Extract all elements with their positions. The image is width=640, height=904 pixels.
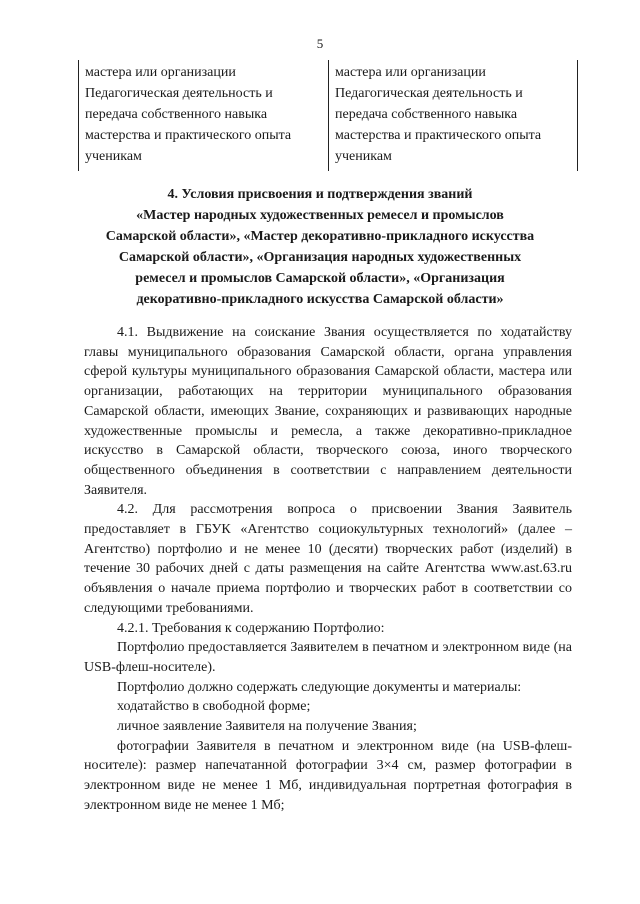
cell-text-line: передача собственного навыка [85, 107, 268, 122]
cell-text-line: мастерства и практического опыта [335, 128, 542, 143]
table-row [79, 60, 578, 171]
heading-line: Самарской области», «Организация народных художественных [118, 250, 522, 265]
list-item: личное заявление Заявителя на получение Звания; [117, 719, 417, 735]
cell-text-line: мастера или организации [335, 65, 486, 80]
heading-line: декоративно-прикладного искусства Самарской области» [136, 292, 504, 307]
section-heading [70, 184, 570, 310]
heading-line: 4. Условия присвоения и подтверждения званий [167, 187, 473, 202]
cell-text-line: ученикам [335, 149, 392, 164]
table-cell-left [79, 60, 329, 171]
cell-text-line: мастера или организации [85, 65, 236, 80]
qualification-table [78, 60, 578, 171]
heading-line: Самарской области», «Мастер декоративно-прикладного искусства [105, 229, 535, 244]
section-body [84, 323, 572, 816]
paragraph-4-1: 4.1. Выдвижение на соискание Звания осуществляется по ходатайству главы муниципального образования Самарской области, органа управления сферой культуры муниципального образования Самарской области, мастера или организации, работающих на территории муниципального образования Самарской области, имеющих Звание, сохраняющих и развивающих народные художественные промыслы и ремесла, а также декоративно-прикладное искусство в Самарской области, творческого союза, иного творческого общественного объединения в соответствии с направлением деятельности Заявителя. [84, 325, 572, 498]
cell-text-line: мастерства и практического опыта [85, 128, 292, 143]
cell-text-line: передача собственного навыка [335, 107, 518, 122]
heading-line: «Мастер народных художественных ремесел и промыслов [136, 208, 504, 223]
paragraph: Портфолио должно содержать следующие документы и материалы: [117, 679, 522, 695]
cell-text-line: ученикам [85, 149, 142, 164]
list-item: ходатайство в свободной форме; [117, 699, 311, 715]
paragraph-4-2-1: 4.2.1. Требования к содержанию Портфолио: [117, 620, 385, 636]
table-cell-right [329, 60, 578, 171]
list-item: фотографии Заявителя в печатном и электронном виде (на USB-флеш-носителе): размер напечатанной фотографии 3×4 см, размер фотографии в электронном виде не менее 1 Мб, индивидуальная портретная фотография в электронном виде не менее 1 Мб; [84, 738, 572, 813]
heading-line: ремесел и промыслов Самарской области», «Организация [135, 271, 505, 286]
cell-text-line: Педагогическая деятельность и [85, 86, 273, 101]
paragraph: Портфолио предоставляется Заявителем в печатном и электронном виде (на USB-флеш-носителе). [84, 640, 572, 675]
cell-text-line: Педагогическая деятельность и [335, 86, 523, 101]
paragraph-4-2: 4.2. Для рассмотрения вопроса о присвоении Звания Заявитель предоставляет в ГБУК «Агентство социокультурных технологий» (далее – Агентство) портфолио и не менее 10 (десяти) творческих работ (изделий) в течение 30 рабочих дней с даты размещения на сайте Агентства www.ast.63.ru объявления о начале приема портфолио и творческих работ в соответствии со следующими требованиями. [84, 502, 572, 616]
page-number: 5 [316, 36, 324, 51]
